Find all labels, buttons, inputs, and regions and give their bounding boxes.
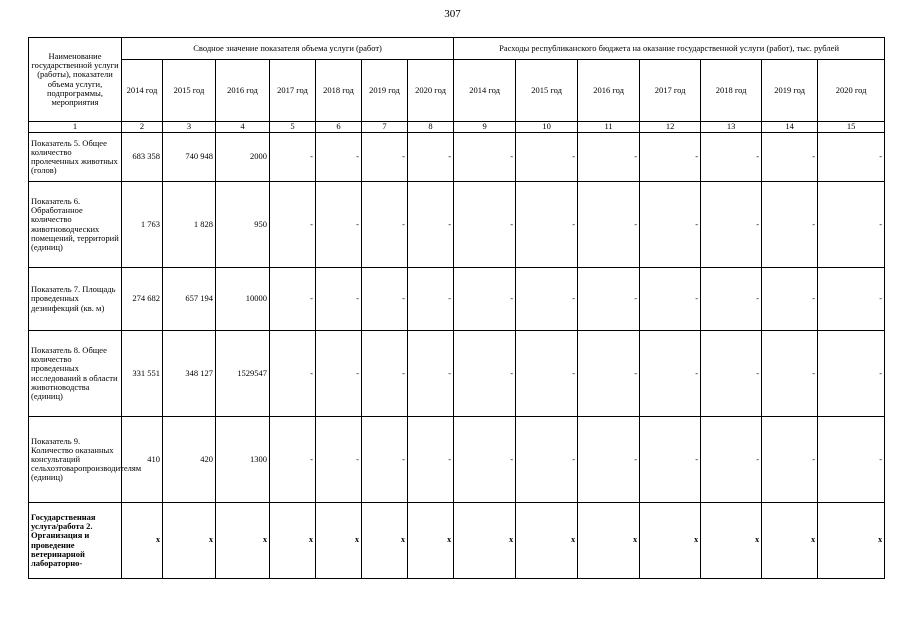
table-row [29,182,885,268]
column-number: 12 [640,122,701,133]
table-cell: - [454,182,516,268]
column-number: 13 [701,122,762,133]
table-cell: x [454,503,516,579]
table-cell: x [762,503,818,579]
table-cell: x [316,503,362,579]
table-cell: - [818,417,885,503]
table-cell: - [270,182,316,268]
table-cell: - [701,331,762,417]
table-cell: - [818,331,885,417]
column-group-volume: Сводное значение показателя объема услуги (работ) [122,38,454,60]
table-cell: 1 763 [122,182,163,268]
year-header: 2019 год [362,60,408,122]
table-cell: - [270,133,316,182]
table-cell: - [762,182,818,268]
table-cell: x [163,503,216,579]
table-cell: x [578,503,640,579]
table-cell: 410 [122,417,163,503]
table-cell: - [316,417,362,503]
table-cell: - [578,417,640,503]
table-cell: - [640,268,701,331]
column-number: 9 [454,122,516,133]
row-name: Показатель 6. Обработанное количество животноводческих помещений, территорий (единиц) [29,182,122,268]
column-number: 1 [29,122,122,133]
table-cell: - [316,133,362,182]
table-cell: - [578,331,640,417]
column-header-name: Наименование государственной услуги (работы), показатели объема услуги, подпрограммы, мероприятия [29,38,122,122]
table-cell: x [701,503,762,579]
table-cell: - [640,133,701,182]
table-cell: - [578,268,640,331]
column-number: 4 [216,122,270,133]
table-cell: - [818,133,885,182]
table-cell: - [578,133,640,182]
table-cell: - [640,417,701,503]
table-cell: - [701,417,762,503]
table-cell: - [408,268,454,331]
table-cell: 331 551 [122,331,163,417]
table-cell: - [362,133,408,182]
header-row-groups [29,38,885,60]
table-cell: - [408,182,454,268]
table-cell: x [516,503,578,579]
year-header: 2016 год [578,60,640,122]
row-name: Показатель 8. Общее количество проведенных исследований в области животноводства (единиц) [29,331,122,417]
table-row [29,268,885,331]
table-cell: - [454,417,516,503]
table-cell: - [362,417,408,503]
year-header: 2016 год [216,60,270,122]
table-cell: - [762,331,818,417]
table-cell: - [454,133,516,182]
table-cell: - [762,133,818,182]
year-header: 2018 год [701,60,762,122]
row-name: Показатель 7. Площадь проведенных дезинфекций (кв. м) [29,268,122,331]
column-number: 7 [362,122,408,133]
table-cell: - [316,268,362,331]
table-cell: - [454,331,516,417]
table-cell: 657 194 [163,268,216,331]
table-row-service [29,503,885,579]
table-cell: - [640,182,701,268]
table-cell: x [408,503,454,579]
column-number: 3 [163,122,216,133]
header-row-years [29,60,885,122]
table-row [29,331,885,417]
table-cell: - [516,417,578,503]
year-header: 2017 год [270,60,316,122]
year-header: 2020 год [408,60,454,122]
table-cell: - [818,268,885,331]
table-cell: - [316,182,362,268]
column-number: 2 [122,122,163,133]
row-name: Показатель 9. Количество оказанных консультаций сельхозтоваропроизводителям (единиц) [29,417,122,503]
table-cell: - [516,331,578,417]
table-cell: 1300 [216,417,270,503]
column-number: 8 [408,122,454,133]
table-cell: - [362,268,408,331]
table-cell: - [762,268,818,331]
table-cell: - [516,268,578,331]
table-cell: x [818,503,885,579]
table-cell: - [270,268,316,331]
table-cell: - [701,182,762,268]
table-cell: - [362,182,408,268]
column-number: 6 [316,122,362,133]
year-header: 2014 год [454,60,516,122]
table-row [29,417,885,503]
table-cell: 274 682 [122,268,163,331]
year-header: 2015 год [516,60,578,122]
table-cell: 420 [163,417,216,503]
table-cell: - [454,268,516,331]
table-cell: - [516,182,578,268]
table-cell: - [270,417,316,503]
year-header: 2018 год [316,60,362,122]
table-cell: - [818,182,885,268]
table-cell: x [640,503,701,579]
table-cell: 950 [216,182,270,268]
table-cell: - [701,133,762,182]
table-cell: - [408,417,454,503]
row-name: Показатель 5. Общее количество пролеченных животных (голов) [29,133,122,182]
year-header: 2020 год [818,60,885,122]
table-cell: - [408,133,454,182]
table-cell: 683 358 [122,133,163,182]
table-cell: x [362,503,408,579]
table-cell: - [762,417,818,503]
column-number: 5 [270,122,316,133]
column-number: 10 [516,122,578,133]
row-name: Государственная услуга/работа 2. Организация и проведение ветеринарной лабораторно- [29,503,122,579]
table-cell: 740 948 [163,133,216,182]
column-number: 11 [578,122,640,133]
table-cell: x [270,503,316,579]
table-cell: - [578,182,640,268]
table-cell: 10000 [216,268,270,331]
table-cell: x [216,503,270,579]
year-header: 2015 год [163,60,216,122]
services-table [28,37,885,579]
table-cell: - [516,133,578,182]
year-header: 2014 год [122,60,163,122]
column-number-row [29,122,885,133]
table-row [29,133,885,182]
column-number: 15 [818,122,885,133]
table-cell: 348 127 [163,331,216,417]
page-number: 307 [444,8,461,20]
table-cell: - [701,268,762,331]
table-cell: 2000 [216,133,270,182]
year-header: 2017 год [640,60,701,122]
year-header: 2019 год [762,60,818,122]
table-cell: - [270,331,316,417]
table-cell: - [362,331,408,417]
table-cell: 1 828 [163,182,216,268]
table-cell: - [408,331,454,417]
table-cell: - [640,331,701,417]
column-group-budget: Расходы республиканского бюджета на оказание государственной услуги (работ), тыс. рублей [454,38,885,60]
table-cell: x [122,503,163,579]
table-cell: - [316,331,362,417]
table-cell: 1529547 [216,331,270,417]
column-number: 14 [762,122,818,133]
